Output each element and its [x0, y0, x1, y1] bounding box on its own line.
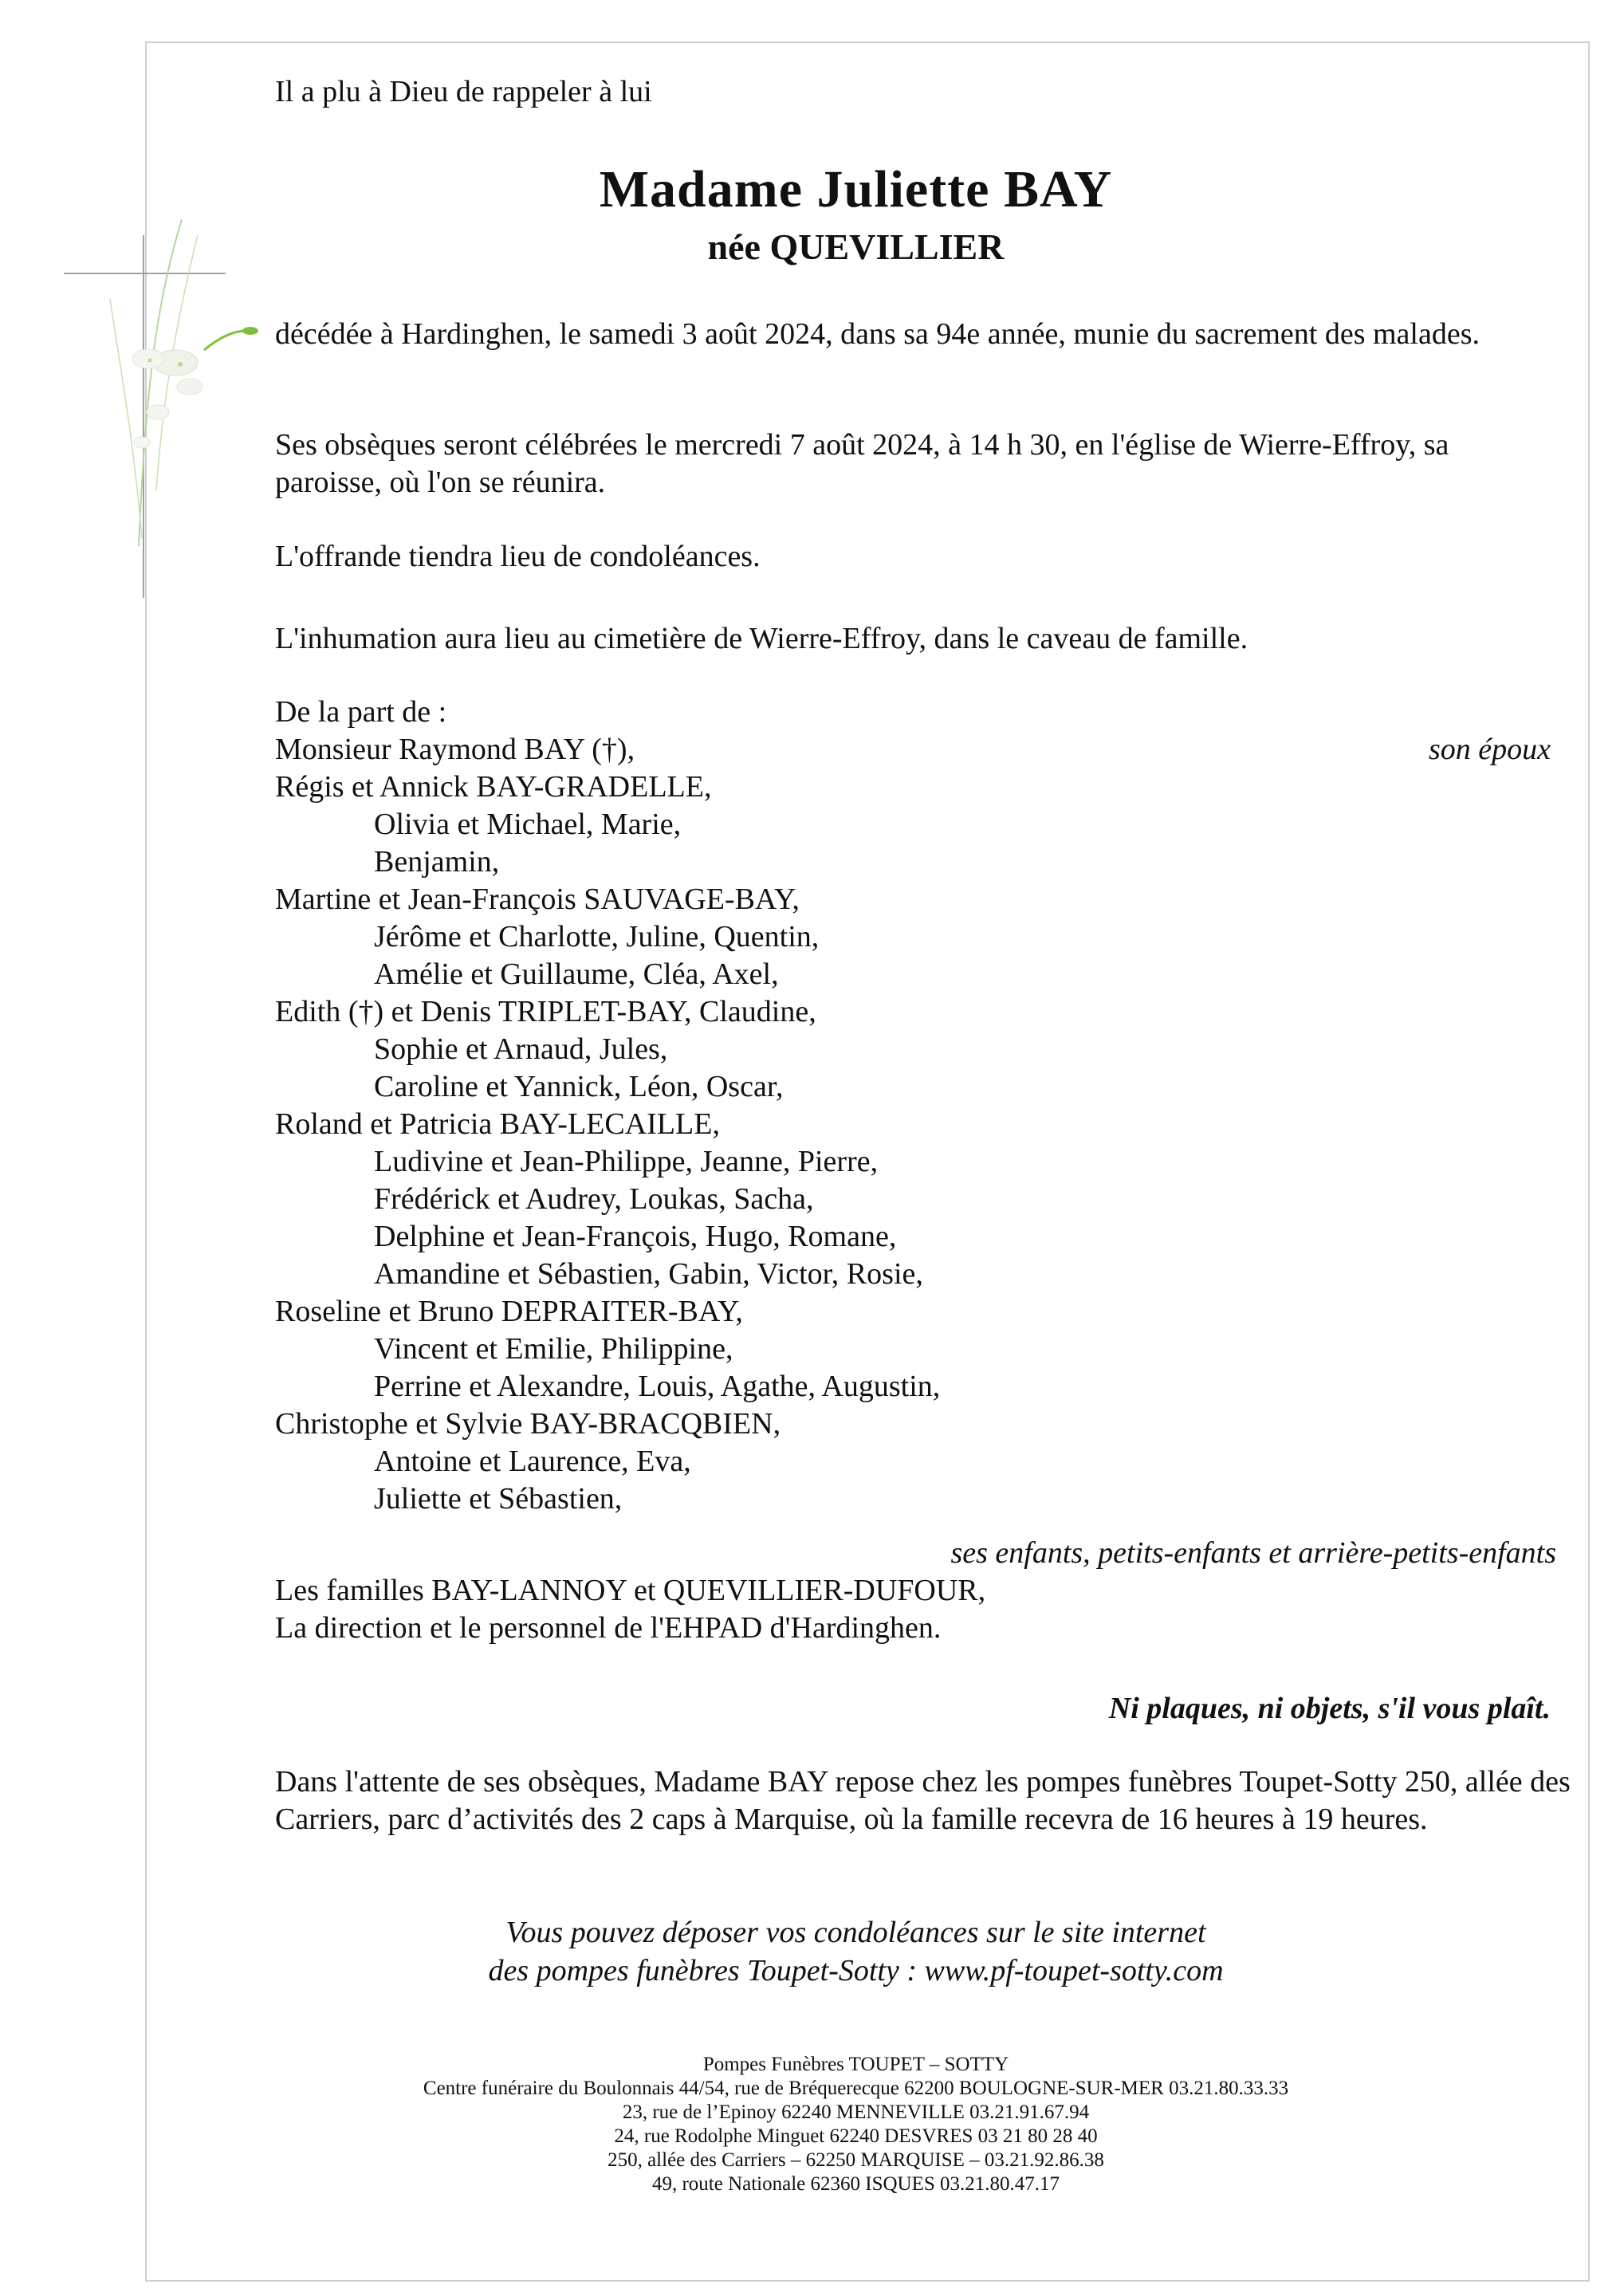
family-line: Perrine et Alexandre, Louis, Agathe, Augustin, — [374, 1370, 941, 1403]
children-relation: ses enfants, petits-enfants et arrière-petits-enfants — [950, 1536, 1556, 1570]
footer-line: 24, rue Rodolphe Minguet 62240 DESVRES 03 21 80 28 40 — [614, 2125, 1098, 2147]
family-line: Martine et Jean-François SAUVAGE-BAY, — [275, 883, 800, 916]
burial-statement: L'inhumation aura lieu au cimetière de Wierre-Effroy, dans le caveau de famille. — [275, 622, 1248, 655]
footer-line: 49, route Nationale 62360 ISQUES 03.21.80.47.17 — [651, 2173, 1060, 2195]
family-line: Frédérick et Audrey, Loukas, Sacha, — [374, 1182, 814, 1216]
footer-line: Centre funéraire du Boulonnais 44/54, rue de Bréquerecque 62200 BOULOGNE-SUR-MER 03.21.80.33.33 — [423, 2078, 1289, 2099]
mourner-line: Les familles BAY-LANNOY et QUEVILLIER-DUFOUR, — [275, 1574, 986, 1607]
family-line: Juliette et Sébastien, — [374, 1482, 623, 1516]
family-line: Roland et Patricia BAY-LECAILLE, — [275, 1107, 720, 1141]
family-intro: De la part de : — [275, 695, 447, 729]
intro-line: Il a plu à Dieu de rappeler à lui — [275, 75, 652, 108]
footer-line: Pompes Funèbres TOUPET – SOTTY — [702, 2054, 1009, 2075]
condolences-line: Vous pouvez déposer vos condoléances sur le site internet — [505, 1916, 1206, 1949]
family-line: Edith (†) et Denis TRIPLET-BAY, Claudine, — [275, 995, 816, 1028]
repose-statement: Dans l'attente de ses obsèques, Madame BAY repose chez les pompes funèbres Toupet-Sotty 250, allée des Carriers, parc d’activités des 2 caps à Marquise, où la famille recevra de 16 heures à 19 heures. — [275, 1765, 1571, 1836]
family-line: Amélie et Guillaume, Cléa, Axel, — [374, 957, 779, 991]
funeral-home-footer — [0, 2053, 1624, 2196]
offering-statement: L'offrande tiendra lieu de condoléances. — [275, 540, 761, 573]
family-line: Vincent et Emilie, Philippine, — [374, 1332, 733, 1366]
spouse-relation: son époux — [1428, 733, 1551, 766]
family-line: Ludivine et Jean-Philippe, Jeanne, Pierre, — [374, 1145, 879, 1178]
other-mourners — [275, 1572, 985, 1647]
family-line: Sophie et Arnaud, Jules, — [374, 1032, 668, 1066]
footer-line: 23, rue de l’Epinoy 62240 MENNEVILLE 03.21.91.67.94 — [622, 2101, 1090, 2123]
funeral-statement: Ses obsèques seront célébrées le mercredi 7 août 2024, à 14 h 30, en l'église de Wierre-Effroy, sa paroisse, où l'on se réunira. — [275, 428, 1449, 499]
no-flowers-notice: Ni plaques, ni objets, s'il vous plaît. — [1108, 1692, 1551, 1725]
family-line: Christophe et Sylvie BAY-BRACQBIEN, — [275, 1407, 781, 1441]
family-line: Caroline et Yannick, Léon, Oscar, — [374, 1070, 784, 1103]
family-line: Olivia et Michael, Marie, — [374, 808, 682, 841]
deceased-name: Madame Juliette BAY — [599, 160, 1113, 218]
mourner-line: La direction et le personnel de l'EHPAD d'Hardinghen. — [275, 1611, 942, 1645]
condolences-line: des pompes funèbres Toupet-Sotty : www.pf-toupet-sotty.com — [488, 1954, 1224, 1987]
family-list — [275, 694, 940, 1518]
spouse-line: Monsieur Raymond BAY (†), — [275, 733, 635, 766]
family-line: Benjamin, — [374, 845, 500, 879]
family-line: Roseline et Bruno DEPRAITER-BAY, — [275, 1295, 743, 1328]
family-line: Delphine et Jean-François, Hugo, Romane, — [374, 1220, 897, 1253]
family-line: Antoine et Laurence, Eva, — [374, 1445, 691, 1478]
family-line: Jérôme et Charlotte, Juline, Quentin, — [374, 920, 820, 953]
family-line: Régis et Annick BAY-GRADELLE, — [275, 770, 712, 804]
death-statement: décédée à Hardinghen, le samedi 3 août 2024, dans sa 94e année, munie du sacrement des malades. — [275, 317, 1480, 351]
maiden-name: née QUEVILLIER — [707, 226, 1005, 267]
family-line: Amandine et Sébastien, Gabin, Victor, Rosie, — [374, 1257, 923, 1291]
footer-line: 250, allée des Carriers – 62250 MARQUISE – 03.21.92.86.38 — [608, 2149, 1104, 2171]
